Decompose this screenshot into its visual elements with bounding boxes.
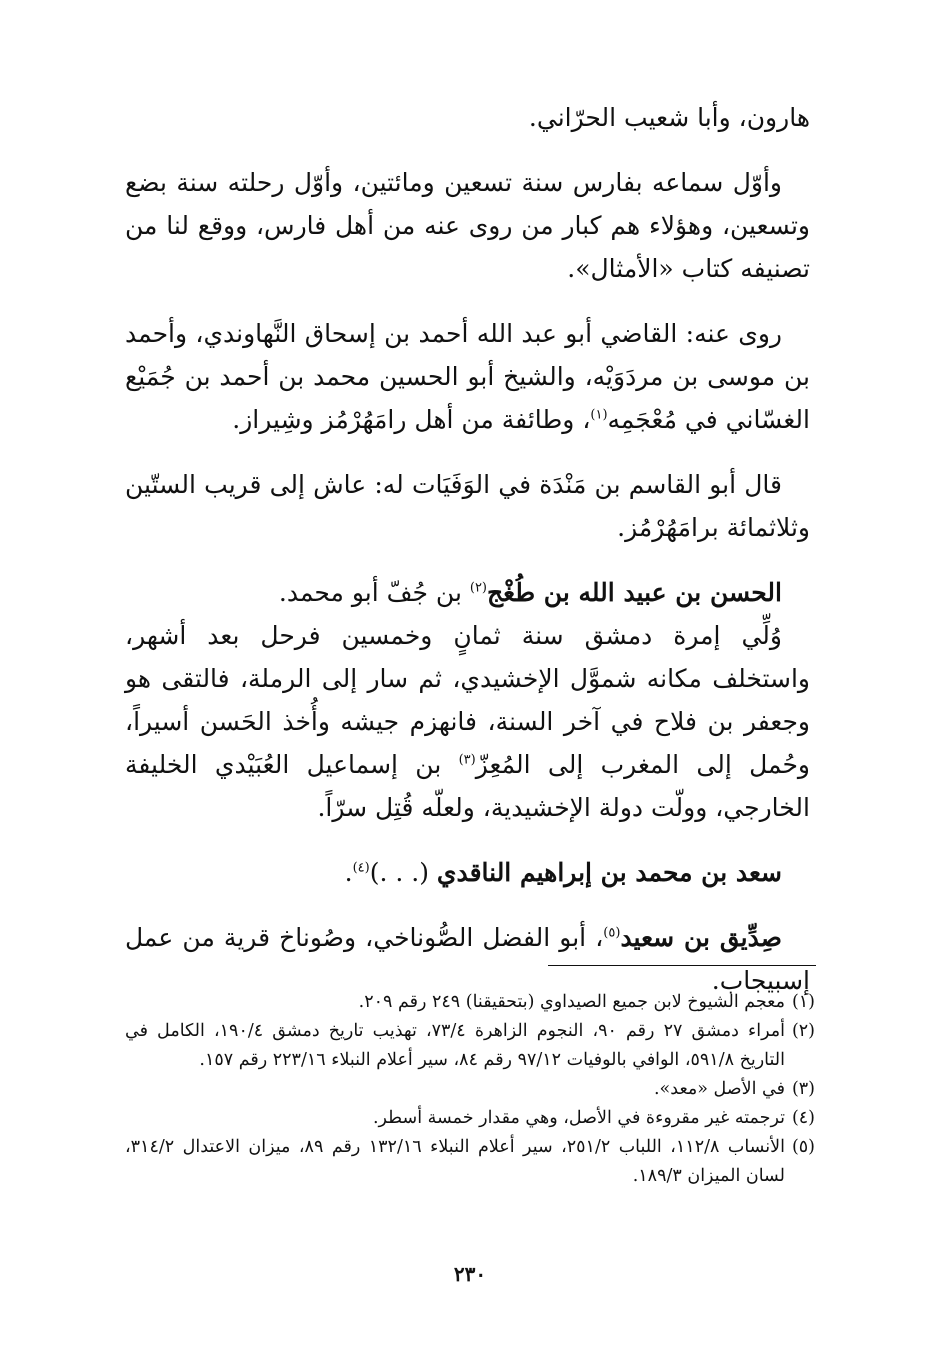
footnote-text: ترجمته غير مقروءة في الأصل، وهي مقدار خمسة أسطر. [372,1108,785,1128]
entry-heading-saad [125,851,810,894]
footnote-number: (٤) [791,1108,815,1128]
entry-heading-hasan [125,571,810,614]
paragraph-travels: وأوّل سماعه بفارس سنة تسعين ومائتين، وأوّل رحلته سنة بضع وتسعين، وهؤلاء هم كبار من روى عنه من أهل فارس، ووقع لنا من تصنيفه كتاب «الأمثال». [125,168,810,283]
paragraph-hasan-bio-text-b: بن إسماعيل العُبَيْدي الخليفة الخارجي، وولّت دولة الإخشيدية، ولعلّه قُتِل سرّاً. [125,750,810,822]
entry-ellipsis-saad: (. . .) [369,858,437,887]
footnote-text: معجم الشيوخ لابن جميع الصيداوي (بتحقيقنا) ٢٤٩ رقم ٢٠٩. [358,992,785,1012]
main-text [125,96,810,1024]
footnote-ref-1: (١) [590,407,608,423]
paragraph-narrators [125,312,810,441]
paragraph-hasan-bio-text-a: وُلِّي إمرة دمشق سنة ثمانٍ وخمسين فرحل بعد أشهر، واستخلف مكانه شموَّل الإخشيدي، ثم سار إلى الرملة، فالتقى هو وجعفر بن فلاح في آخر السنة، فانهزم جيشه وأُخذ الحَسن أسيراً، وحُمل إلى المغرب إلى المُعِزّ [125,621,810,779]
footnote-text: أمراء دمشق ٢٧ رقم ٩٠، النجوم الزاهرة ٧٣/٤، تهذيب تاريخ دمشق ١٩٠/٤، الكامل في التاريخ ٥٩١/٨، الوافي بالوفيات ٩٧/١٢ رقم ٨٤، سير أعلام النبلاء ٢٢٣/١٦ رقم ١٥٧. [125,1021,785,1070]
entry-name-saad: سعد بن محمد بن إبراهيم الناقدي [436,858,782,887]
footnote-4 [125,1104,815,1133]
footnotes [125,988,815,1191]
footnote-2 [125,1017,815,1075]
footnote-ref-3: (٣) [458,752,476,768]
footnote-5 [125,1133,815,1191]
entry-name-hasan: الحسن بن عبيد الله بن طُغْج [487,578,782,607]
paragraph-narrators-text-b: ، وطائفة من أهل رامَهُرْمُز وشِيراز. [232,405,591,434]
footnote-separator [548,965,816,966]
footnote-number: (٣) [791,1079,815,1099]
entry-rest-hasan: بن جُفّ أبو محمد. [278,578,470,607]
entry-end-saad: . [344,858,353,887]
entry-name-siddiq: صِدِّيق بن سعيد [620,923,782,952]
paragraph-narrators-text-a: روى عنه: القاضي أبو عبد الله أحمد بن إسحاق النَّهاوندي، وأحمد بن موسى بن مردَوَيْه، والشيخ أبو الحسين محمد بن أحمد بن جُمَيْع الغسّاني في مُعْجَمِه [125,319,810,434]
footnote-3 [125,1075,815,1104]
footnote-number: (٥) [791,1137,815,1157]
footnote-number: (١) [791,992,815,1012]
footnote-text: في الأصل «معد». [653,1079,785,1099]
page-number: ٢٣٠ [453,1262,487,1286]
footnote-text: الأنساب ١١٢/٨، اللباب ٢٥١/٢، سير أعلام النبلاء ١٣٢/١٦ رقم ٨٩، ميزان الاعتدال ٣١٤/٢، لسان الميزان ١٨٩/٣. [125,1137,785,1186]
paragraph-continuation: هارون، وأبا شعيب الحرّاني. [528,103,810,132]
footnote-1 [125,988,815,1017]
footnote-ref-5: (٥) [603,925,621,941]
paragraph-death: قال أبو القاسم بن مَنْدَة في الوَفَيَات له: عاش إلى قريب الستّين وثلاثمائة برامَهُرْمُز. [125,470,810,542]
entry-rest-siddiq: ، أبو الفضل الصُّوناخي، وصُوناخ قرية من عمل إسبيجاب. [125,923,810,995]
footnote-ref-2: (٢) [469,580,487,596]
footnote-ref-4: (٤) [352,860,370,876]
paragraph-hasan-bio [125,614,810,829]
footnote-number: (٢) [791,1021,815,1041]
